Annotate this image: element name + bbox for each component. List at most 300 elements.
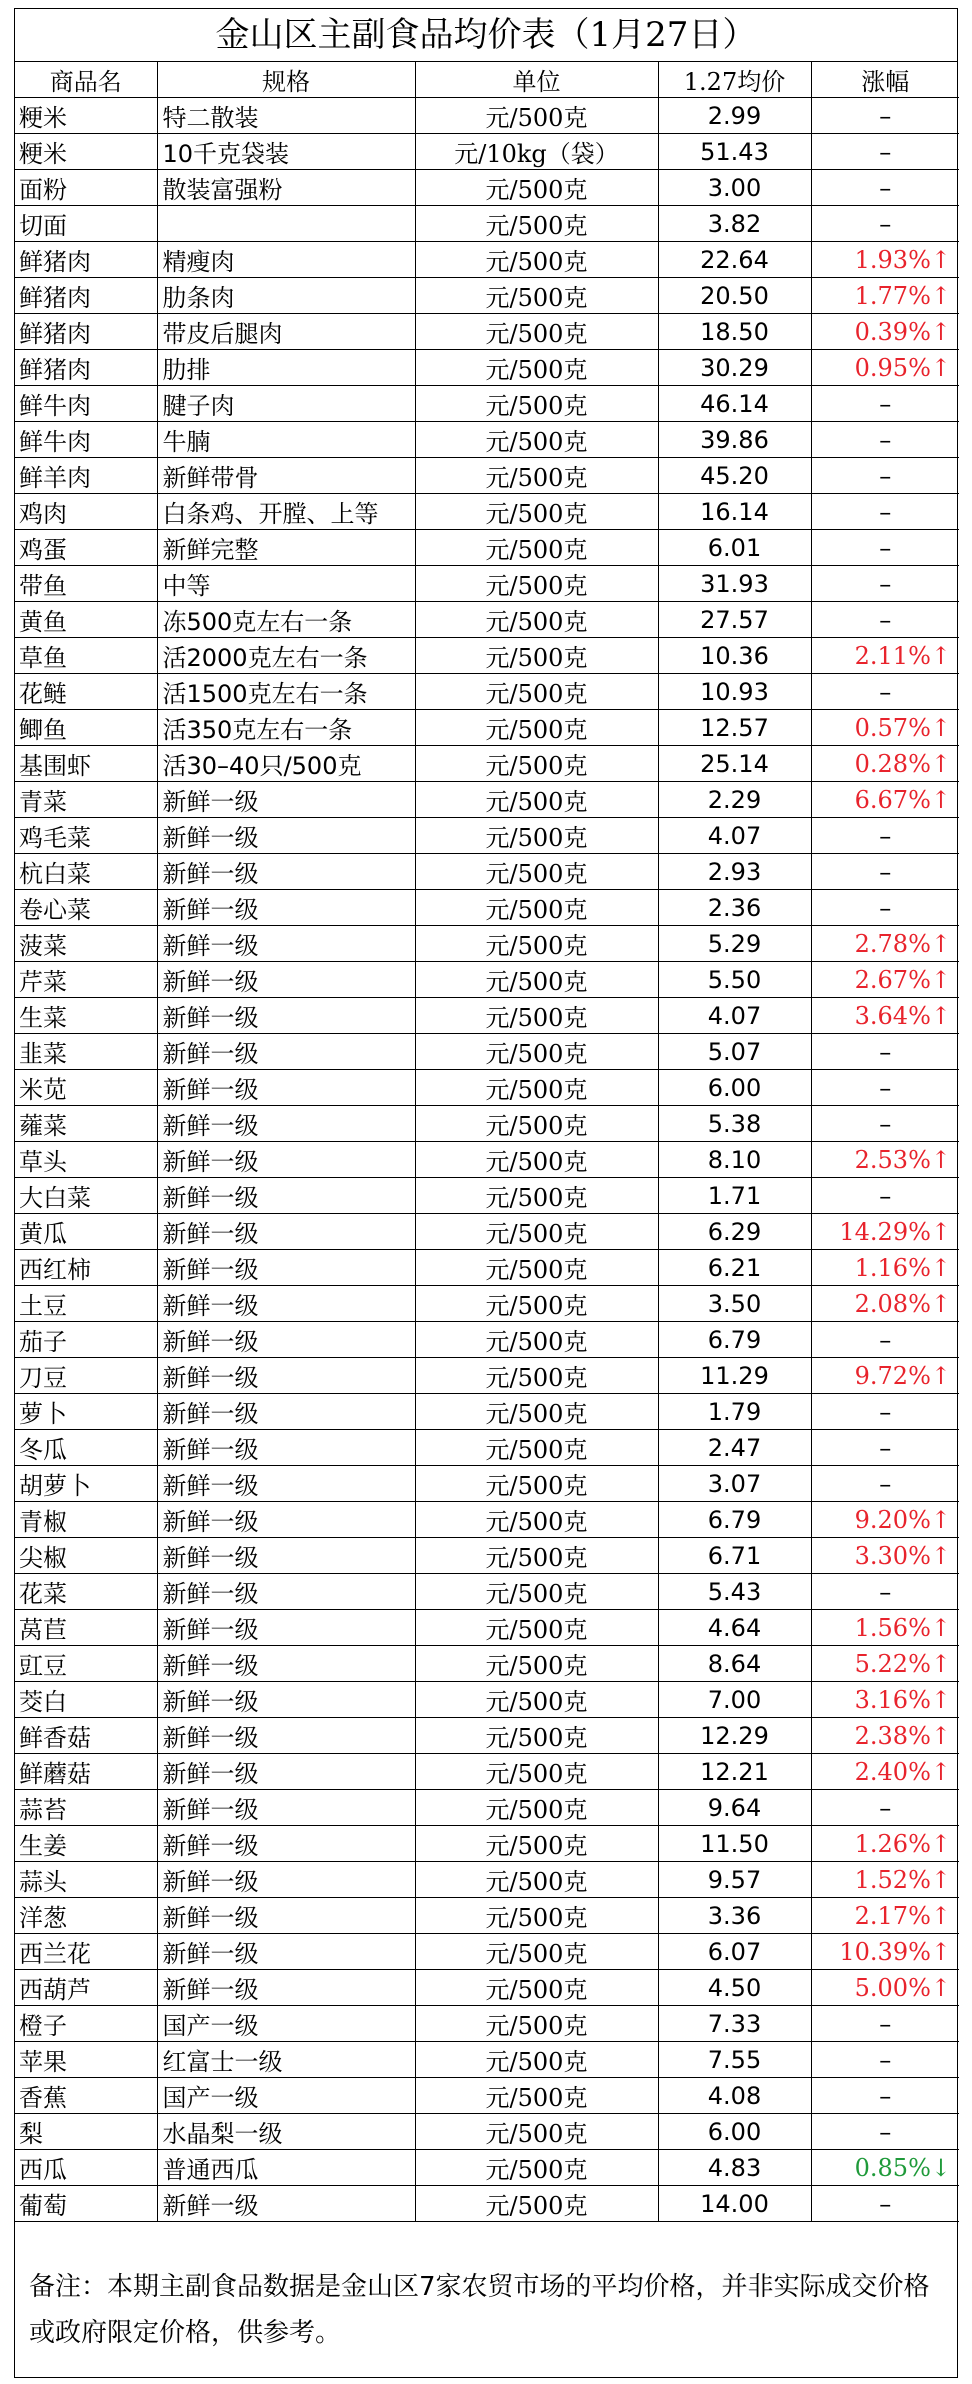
- cell-price: 5.38: [658, 1106, 811, 1142]
- cell-spec: 新鲜一级: [157, 1646, 415, 1682]
- cell-spec: 新鲜一级: [157, 1430, 415, 1466]
- cell-spec: 新鲜一级: [157, 1970, 415, 2006]
- cell-change: –: [811, 1034, 959, 1070]
- cell-unit: 元/500克: [415, 1574, 658, 1610]
- cell-spec: 新鲜一级: [157, 1034, 415, 1070]
- cell-spec: 新鲜一级: [157, 1106, 415, 1142]
- cell-spec: 新鲜一级: [157, 1610, 415, 1646]
- cell-name: 米苋: [15, 1070, 157, 1106]
- cell-name: 粳米: [15, 98, 157, 134]
- cell-name: 草鱼: [15, 638, 157, 674]
- cell-price: 5.50: [658, 962, 811, 998]
- table-row: [15, 1502, 959, 1538]
- table-row: [15, 1106, 959, 1142]
- table-row: [15, 1214, 959, 1250]
- table-row: [15, 602, 959, 638]
- cell-unit: 元/500克: [415, 1034, 658, 1070]
- cell-name: 鲜羊肉: [15, 458, 157, 494]
- cell-spec: 新鲜一级: [157, 1502, 415, 1538]
- cell-name: 菠菜: [15, 926, 157, 962]
- cell-spec: 新鲜一级: [157, 1142, 415, 1178]
- cell-unit: 元/500克: [415, 1862, 658, 1898]
- cell-unit: 元/500克: [415, 566, 658, 602]
- cell-change: 10.39%↑: [811, 1934, 959, 1970]
- cell-price: 1.79: [658, 1394, 811, 1430]
- cell-spec: 新鲜一级: [157, 1826, 415, 1862]
- cell-spec: 10千克袋装: [157, 134, 415, 170]
- table-row: [15, 710, 959, 746]
- cell-spec: 新鲜一级: [157, 1358, 415, 1394]
- cell-change: 2.11%↑: [811, 638, 959, 674]
- cell-change: 2.38%↑: [811, 1718, 959, 1754]
- table-row: [15, 1826, 959, 1862]
- cell-spec: 新鲜一级: [157, 1286, 415, 1322]
- cell-change: –: [811, 1070, 959, 1106]
- cell-spec: 新鲜一级: [157, 1934, 415, 1970]
- cell-name: 豇豆: [15, 1646, 157, 1682]
- cell-name: 蒜头: [15, 1862, 157, 1898]
- table-row: [15, 242, 959, 278]
- cell-name: 鲜牛肉: [15, 386, 157, 422]
- cell-name: 芹菜: [15, 962, 157, 998]
- footnote: 备注：本期主副食品数据是金山区7家农贸市场的平均价格，并非实际成交价格或政府限定价格，供参考。: [29, 2272, 930, 2348]
- cell-unit: 元/500克: [415, 2042, 658, 2078]
- cell-spec: 活30–40只/500克: [157, 746, 415, 782]
- table-row: [15, 1430, 959, 1466]
- cell-price: 3.00: [658, 170, 811, 206]
- table-row: [15, 746, 959, 782]
- cell-price: 6.71: [658, 1538, 811, 1574]
- cell-unit: 元/500克: [415, 1682, 658, 1718]
- cell-price: 11.29: [658, 1358, 811, 1394]
- cell-change: –: [811, 818, 959, 854]
- cell-change: –: [811, 890, 959, 926]
- cell-name: 萝卜: [15, 1394, 157, 1430]
- table-row: [15, 1610, 959, 1646]
- header-unit: 单位: [415, 62, 658, 98]
- cell-price: 9.57: [658, 1862, 811, 1898]
- table-row: [15, 1970, 959, 2006]
- cell-unit: 元/500克: [415, 1826, 658, 1862]
- cell-name: 胡萝卜: [15, 1466, 157, 1502]
- cell-price: 22.64: [658, 242, 811, 278]
- cell-spec: 新鲜带骨: [157, 458, 415, 494]
- cell-price: 16.14: [658, 494, 811, 530]
- cell-price: 7.55: [658, 2042, 811, 2078]
- cell-spec: 水晶梨一级: [157, 2114, 415, 2150]
- cell-unit: 元/500克: [415, 2114, 658, 2150]
- cell-name: 花鲢: [15, 674, 157, 710]
- cell-change: –: [811, 1178, 959, 1214]
- cell-price: 6.79: [658, 1322, 811, 1358]
- cell-spec: 新鲜一级: [157, 1898, 415, 1934]
- cell-price: 7.00: [658, 1682, 811, 1718]
- cell-change: 0.95%↑: [811, 350, 959, 386]
- table-row: [15, 638, 959, 674]
- cell-price: 5.43: [658, 1574, 811, 1610]
- cell-name: 莴苣: [15, 1610, 157, 1646]
- cell-price: 12.29: [658, 1718, 811, 1754]
- table-row: [15, 1034, 959, 1070]
- cell-spec: 活350克左右一条: [157, 710, 415, 746]
- cell-change: –: [811, 602, 959, 638]
- cell-unit: 元/500克: [415, 710, 658, 746]
- cell-name: 鲜牛肉: [15, 422, 157, 458]
- table-header-row: [15, 62, 959, 98]
- header-spec: 规格: [157, 62, 415, 98]
- cell-price: 14.00: [658, 2186, 811, 2222]
- cell-name: 鲜猪肉: [15, 314, 157, 350]
- cell-change: 2.17%↑: [811, 1898, 959, 1934]
- cell-name: 苹果: [15, 2042, 157, 2078]
- cell-change: 1.52%↑: [811, 1862, 959, 1898]
- cell-spec: 新鲜一级: [157, 782, 415, 818]
- cell-change: –: [811, 1430, 959, 1466]
- cell-price: 3.82: [658, 206, 811, 242]
- table-row: [15, 1070, 959, 1106]
- cell-change: 3.64%↑: [811, 998, 959, 1034]
- cell-name: 洋葱: [15, 1898, 157, 1934]
- cell-change: 9.20%↑: [811, 1502, 959, 1538]
- cell-unit: 元/500克: [415, 1214, 658, 1250]
- cell-unit: 元/500克: [415, 1898, 658, 1934]
- cell-unit: 元/500克: [415, 1106, 658, 1142]
- cell-price: 46.14: [658, 386, 811, 422]
- cell-unit: 元/500克: [415, 1754, 658, 1790]
- cell-spec: 活1500克左右一条: [157, 674, 415, 710]
- cell-name: 杭白菜: [15, 854, 157, 890]
- cell-price: 12.21: [658, 1754, 811, 1790]
- cell-change: 14.29%↑: [811, 1214, 959, 1250]
- cell-price: 8.64: [658, 1646, 811, 1682]
- cell-change: –: [811, 1106, 959, 1142]
- cell-spec: 腱子肉: [157, 386, 415, 422]
- table-row: [15, 422, 959, 458]
- cell-spec: 国产一级: [157, 2078, 415, 2114]
- table-row: [15, 1142, 959, 1178]
- cell-spec: 新鲜一级: [157, 2186, 415, 2222]
- cell-change: –: [811, 494, 959, 530]
- cell-price: 4.83: [658, 2150, 811, 2186]
- cell-price: 2.29: [658, 782, 811, 818]
- cell-name: 花菜: [15, 1574, 157, 1610]
- cell-change: –: [811, 2114, 959, 2150]
- cell-spec: 冻500克左右一条: [157, 602, 415, 638]
- cell-change: 2.53%↑: [811, 1142, 959, 1178]
- cell-unit: 元/500克: [415, 818, 658, 854]
- cell-price: 5.29: [658, 926, 811, 962]
- cell-spec: 新鲜一级: [157, 1682, 415, 1718]
- cell-price: 11.50: [658, 1826, 811, 1862]
- cell-name: 橙子: [15, 2006, 157, 2042]
- cell-change: –: [811, 566, 959, 602]
- cell-change: –: [811, 530, 959, 566]
- cell-unit: 元/500克: [415, 1178, 658, 1214]
- cell-name: 西瓜: [15, 2150, 157, 2186]
- cell-name: 鸡肉: [15, 494, 157, 530]
- table-row: [15, 1790, 959, 1826]
- cell-price: 6.07: [658, 1934, 811, 1970]
- cell-unit: 元/500克: [415, 998, 658, 1034]
- cell-name: 黄鱼: [15, 602, 157, 638]
- cell-change: 1.93%↑: [811, 242, 959, 278]
- cell-name: 草头: [15, 1142, 157, 1178]
- cell-name: 刀豆: [15, 1358, 157, 1394]
- cell-change: 2.67%↑: [811, 962, 959, 998]
- cell-name: 卷心菜: [15, 890, 157, 926]
- price-sheet: [14, 8, 958, 2378]
- cell-unit: 元/500克: [415, 1502, 658, 1538]
- cell-unit: 元/500克: [415, 1646, 658, 1682]
- cell-name: 切面: [15, 206, 157, 242]
- cell-change: 0.28%↑: [811, 746, 959, 782]
- cell-spec: 新鲜一级: [157, 1214, 415, 1250]
- table-row: [15, 278, 959, 314]
- table-row: [15, 926, 959, 962]
- table-row: [15, 458, 959, 494]
- cell-name: 香蕉: [15, 2078, 157, 2114]
- cell-unit: 元/500克: [415, 314, 658, 350]
- cell-spec: 新鲜一级: [157, 1574, 415, 1610]
- cell-price: 1.71: [658, 1178, 811, 1214]
- cell-name: 基围虾: [15, 746, 157, 782]
- cell-spec: 活2000克左右一条: [157, 638, 415, 674]
- table-row: [15, 1646, 959, 1682]
- cell-name: 生姜: [15, 1826, 157, 1862]
- cell-unit: 元/500克: [415, 1322, 658, 1358]
- table-row: [15, 2114, 959, 2150]
- cell-name: 黄瓜: [15, 1214, 157, 1250]
- cell-spec: 肋排: [157, 350, 415, 386]
- table-row: [15, 1754, 959, 1790]
- cell-price: 20.50: [658, 278, 811, 314]
- cell-spec: 新鲜一级: [157, 1718, 415, 1754]
- cell-price: 3.07: [658, 1466, 811, 1502]
- cell-price: 31.93: [658, 566, 811, 602]
- cell-change: –: [811, 98, 959, 134]
- cell-price: 7.33: [658, 2006, 811, 2042]
- cell-unit: 元/500克: [415, 746, 658, 782]
- cell-change: 2.78%↑: [811, 926, 959, 962]
- cell-name: 鲜猪肉: [15, 242, 157, 278]
- table-body: [15, 98, 959, 2222]
- header-name: 商品名: [15, 62, 157, 98]
- cell-name: 西葫芦: [15, 1970, 157, 2006]
- cell-spec: 新鲜完整: [157, 530, 415, 566]
- table-row: [15, 386, 959, 422]
- cell-unit: 元/500克: [415, 1718, 658, 1754]
- cell-price: 5.07: [658, 1034, 811, 1070]
- cell-unit: 元/500克: [415, 206, 658, 242]
- table-row: [15, 854, 959, 890]
- cell-unit: 元/500克: [415, 1538, 658, 1574]
- table-row: [15, 998, 959, 1034]
- cell-unit: 元/500克: [415, 2150, 658, 2186]
- cell-change: 6.67%↑: [811, 782, 959, 818]
- cell-price: 51.43: [658, 134, 811, 170]
- table-row: [15, 1682, 959, 1718]
- cell-price: 10.36: [658, 638, 811, 674]
- cell-unit: 元/500克: [415, 2006, 658, 2042]
- cell-change: –: [811, 2006, 959, 2042]
- cell-change: –: [811, 2078, 959, 2114]
- cell-change: –: [811, 422, 959, 458]
- table-row: [15, 350, 959, 386]
- header-change: 涨幅: [811, 62, 959, 98]
- cell-spec: 新鲜一级: [157, 1466, 415, 1502]
- cell-unit: 元/500克: [415, 530, 658, 566]
- cell-unit: 元/500克: [415, 854, 658, 890]
- table-row: [15, 134, 959, 170]
- cell-unit: 元/500克: [415, 386, 658, 422]
- cell-unit: 元/500克: [415, 2078, 658, 2114]
- cell-price: 6.00: [658, 2114, 811, 2150]
- cell-name: 西红柿: [15, 1250, 157, 1286]
- cell-spec: 特二散装: [157, 98, 415, 134]
- cell-change: 0.39%↑: [811, 314, 959, 350]
- table-row: [15, 1934, 959, 1970]
- cell-change: –: [811, 134, 959, 170]
- cell-name: 冬瓜: [15, 1430, 157, 1466]
- table-row: [15, 818, 959, 854]
- cell-change: –: [811, 2186, 959, 2222]
- cell-change: –: [811, 854, 959, 890]
- cell-unit: 元/10kg（袋）: [415, 134, 658, 170]
- cell-spec: 肋条肉: [157, 278, 415, 314]
- cell-price: 8.10: [658, 1142, 811, 1178]
- cell-name: 鲫鱼: [15, 710, 157, 746]
- cell-name: 生菜: [15, 998, 157, 1034]
- cell-spec: 新鲜一级: [157, 1538, 415, 1574]
- table-row: [15, 962, 959, 998]
- table-row: [15, 2150, 959, 2186]
- cell-change: –: [811, 2042, 959, 2078]
- cell-name: 葡萄: [15, 2186, 157, 2222]
- cell-price: 2.47: [658, 1430, 811, 1466]
- cell-price: 4.50: [658, 1970, 811, 2006]
- cell-name: 西兰花: [15, 1934, 157, 1970]
- cell-unit: 元/500克: [415, 782, 658, 818]
- cell-unit: 元/500克: [415, 926, 658, 962]
- table-row: [15, 1250, 959, 1286]
- cell-spec: 新鲜一级: [157, 1178, 415, 1214]
- cell-name: 蒜苔: [15, 1790, 157, 1826]
- page-title: 金山区主副食品均价表（1月27日）: [15, 9, 957, 62]
- cell-name: 鲜香菇: [15, 1718, 157, 1754]
- cell-unit: 元/500克: [415, 1286, 658, 1322]
- table-row: [15, 1394, 959, 1430]
- cell-unit: 元/500克: [415, 1142, 658, 1178]
- cell-spec: 新鲜一级: [157, 1070, 415, 1106]
- cell-change: 9.72%↑: [811, 1358, 959, 1394]
- cell-unit: 元/500克: [415, 278, 658, 314]
- cell-price: 6.79: [658, 1502, 811, 1538]
- cell-name: 土豆: [15, 1286, 157, 1322]
- cell-change: 2.40%↑: [811, 1754, 959, 1790]
- cell-price: 4.07: [658, 818, 811, 854]
- cell-price: 9.64: [658, 1790, 811, 1826]
- table-row: [15, 530, 959, 566]
- cell-price: 3.36: [658, 1898, 811, 1934]
- cell-unit: 元/500克: [415, 1358, 658, 1394]
- cell-change: 1.16%↑: [811, 1250, 959, 1286]
- cell-price: 30.29: [658, 350, 811, 386]
- cell-change: –: [811, 1574, 959, 1610]
- table-row: [15, 1862, 959, 1898]
- cell-change: –: [811, 170, 959, 206]
- table-row: [15, 674, 959, 710]
- cell-name: 鲜蘑菇: [15, 1754, 157, 1790]
- cell-unit: 元/500克: [415, 422, 658, 458]
- cell-name: 鲜猪肉: [15, 350, 157, 386]
- table-row: [15, 170, 959, 206]
- table-row: [15, 1358, 959, 1394]
- cell-change: –: [811, 386, 959, 422]
- cell-spec: 新鲜一级: [157, 1322, 415, 1358]
- cell-name: 茄子: [15, 1322, 157, 1358]
- cell-price: 2.99: [658, 98, 811, 134]
- table-row: [15, 2042, 959, 2078]
- cell-unit: 元/500克: [415, 458, 658, 494]
- cell-price: 39.86: [658, 422, 811, 458]
- cell-price: 25.14: [658, 746, 811, 782]
- table-row: [15, 1574, 959, 1610]
- cell-change: –: [811, 206, 959, 242]
- cell-name: 大白菜: [15, 1178, 157, 1214]
- price-table: [15, 62, 959, 2222]
- table-row: [15, 1322, 959, 1358]
- cell-unit: 元/500克: [415, 494, 658, 530]
- cell-price: 45.20: [658, 458, 811, 494]
- table-row: [15, 2078, 959, 2114]
- cell-price: 18.50: [658, 314, 811, 350]
- cell-name: 青菜: [15, 782, 157, 818]
- header-price: 1.27均价: [658, 62, 811, 98]
- table-row: [15, 782, 959, 818]
- cell-name: 青椒: [15, 1502, 157, 1538]
- cell-name: 蕹菜: [15, 1106, 157, 1142]
- cell-spec: 新鲜一级: [157, 1250, 415, 1286]
- cell-spec: 新鲜一级: [157, 890, 415, 926]
- cell-price: 6.00: [658, 1070, 811, 1106]
- cell-unit: 元/500克: [415, 1394, 658, 1430]
- cell-unit: 元/500克: [415, 1790, 658, 1826]
- cell-change: 2.08%↑: [811, 1286, 959, 1322]
- cell-change: 0.57%↑: [811, 710, 959, 746]
- table-row: [15, 1898, 959, 1934]
- table-row: [15, 98, 959, 134]
- cell-name: 鸡蛋: [15, 530, 157, 566]
- cell-spec: 国产一级: [157, 2006, 415, 2042]
- cell-name: 鸡毛菜: [15, 818, 157, 854]
- cell-spec: 新鲜一级: [157, 962, 415, 998]
- cell-change: 5.00%↑: [811, 1970, 959, 2006]
- table-row: [15, 890, 959, 926]
- cell-price: 27.57: [658, 602, 811, 638]
- cell-unit: 元/500克: [415, 1250, 658, 1286]
- table-row: [15, 1718, 959, 1754]
- cell-unit: 元/500克: [415, 1610, 658, 1646]
- table-row: [15, 1538, 959, 1574]
- cell-spec: 新鲜一级: [157, 854, 415, 890]
- cell-change: 1.26%↑: [811, 1826, 959, 1862]
- cell-name: 梨: [15, 2114, 157, 2150]
- cell-spec: 新鲜一级: [157, 1394, 415, 1430]
- cell-price: 6.29: [658, 1214, 811, 1250]
- cell-change: 3.30%↑: [811, 1538, 959, 1574]
- table-row: [15, 1286, 959, 1322]
- cell-unit: 元/500克: [415, 1430, 658, 1466]
